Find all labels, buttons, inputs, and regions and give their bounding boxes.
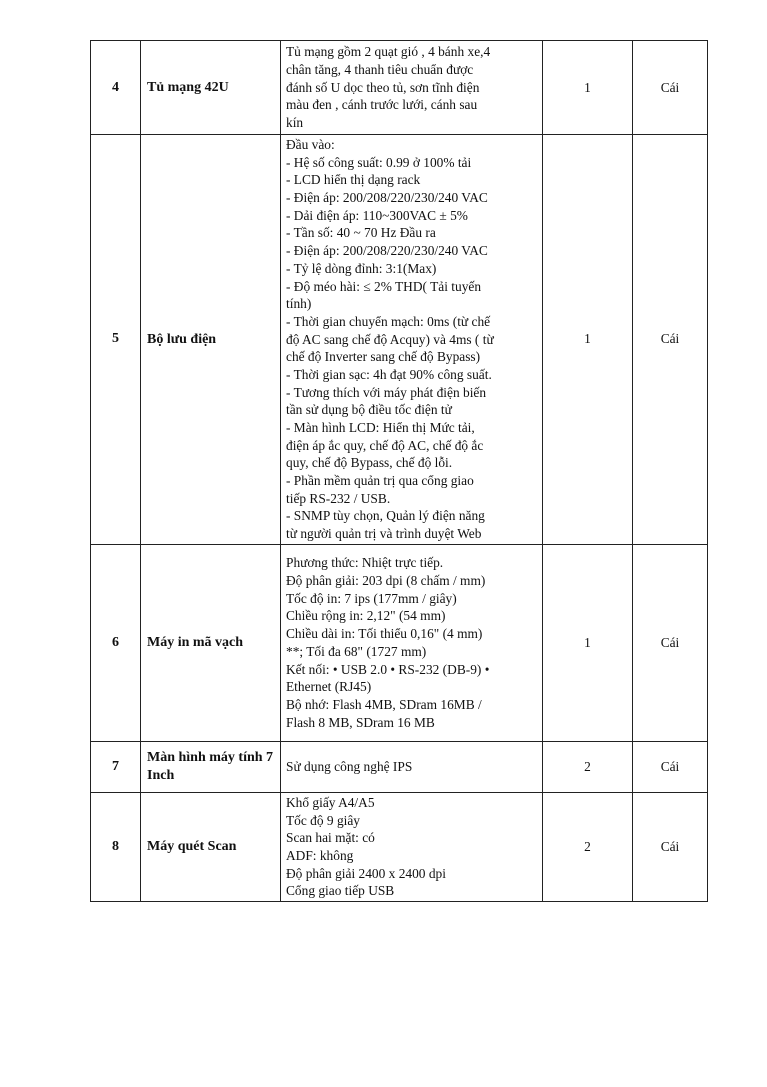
unit: Cái xyxy=(633,41,708,135)
spec-line: Đầu vào: xyxy=(286,137,335,152)
spec-line: - Thời gian sạc: 4h đạt 90% công suất. xyxy=(286,366,492,382)
spec-line: - Điện áp: 200/208/220/230/240 VAC xyxy=(286,190,488,206)
spec-line: Kết nối: • USB 2.0 • RS-232 (DB-9) • xyxy=(286,661,490,677)
spec-line: Flash 8 MB, SDram 16 MB xyxy=(286,714,435,730)
quantity: 1 xyxy=(543,135,633,545)
equipment-table xyxy=(90,40,708,902)
spec-line: Cổng giao tiếp USB xyxy=(286,883,395,899)
spec-line: Tốc độ in: 7 ips (177mm / giây) xyxy=(286,590,457,606)
row-number: 7 xyxy=(91,741,141,792)
equipment-spec xyxy=(281,41,543,135)
table-row xyxy=(91,41,708,135)
unit: Cái xyxy=(633,544,708,741)
spec-line: - LCD hiển thị dạng rack xyxy=(286,172,421,188)
spec-line: từ người quản trị và trình duyệt Web xyxy=(286,526,482,542)
equipment-spec xyxy=(281,792,543,901)
quantity: 2 xyxy=(543,792,633,901)
spec-line: độ AC sang chế độ Acquy) và 4ms ( từ xyxy=(286,331,494,347)
unit: Cái xyxy=(633,792,708,901)
spec-line: - Điện áp: 200/208/220/230/240 VAC xyxy=(286,243,488,259)
equipment-spec xyxy=(281,544,543,741)
spec-line: Bộ nhớ: Flash 4MB, SDram 16MB / xyxy=(286,696,482,712)
spec-line: ADF: không xyxy=(286,847,354,863)
equipment-name: Tủ mạng 42U xyxy=(141,41,281,135)
spec-line: tiếp RS-232 / USB. xyxy=(286,490,391,506)
equipment-name: Máy in mã vạch xyxy=(141,544,281,741)
spec-line: đánh số U dọc theo tủ, sơn tĩnh điện xyxy=(286,79,480,95)
spec-line: Độ phân giải: 203 dpi (8 chấm / mm) xyxy=(286,573,486,589)
quantity: 2 xyxy=(543,741,633,792)
unit: Cái xyxy=(633,135,708,545)
equipment-name: Màn hình máy tính 7 Inch xyxy=(141,741,281,792)
spec-line: Phương thức: Nhiệt trực tiếp. xyxy=(286,555,444,571)
spec-line: - Độ méo hài: ≤ 2% THD( Tải tuyến xyxy=(286,278,482,294)
spec-line: chế độ Inverter sang chế độ Bypass) xyxy=(286,349,481,365)
spec-line: điện áp ắc quy, chế độ AC, chế độ ắc xyxy=(286,437,484,453)
table-row xyxy=(91,135,708,545)
quantity: 1 xyxy=(543,41,633,135)
spec-line: Sử dụng công nghệ IPS xyxy=(286,758,413,774)
row-number: 5 xyxy=(91,135,141,545)
row-number: 4 xyxy=(91,41,141,135)
spec-line: - Dải điện áp: 110~300VAC ± 5% xyxy=(286,207,468,223)
table-row xyxy=(91,792,708,901)
spec-line: Tốc độ 9 giây xyxy=(286,812,361,828)
spec-line: - Phần mềm quản trị qua cổng giao xyxy=(286,473,474,489)
table-row xyxy=(91,741,708,792)
equipment-name: Bộ lưu điện xyxy=(141,135,281,545)
spec-line: - Tương thích với máy phát điện biến xyxy=(286,384,487,400)
quantity: 1 xyxy=(543,544,633,741)
spec-line: tính) xyxy=(286,296,312,312)
spec-line: - Tỷ lệ dòng đỉnh: 3:1(Max) xyxy=(286,260,437,276)
spec-line: quy, chế độ Bypass, chế độ lỗi. xyxy=(286,455,453,471)
spec-line: **; Tối đa 68" (1727 mm) xyxy=(286,643,427,659)
spec-line: Độ phân giải 2400 x 2400 dpi xyxy=(286,865,446,881)
table-row xyxy=(91,544,708,741)
row-number: 8 xyxy=(91,792,141,901)
spec-line: - Tần số: 40 ~ 70 Hz Đầu ra xyxy=(286,225,436,241)
spec-line: Ethernet (RJ45) xyxy=(286,679,372,695)
equipment-spec xyxy=(281,741,543,792)
table-body xyxy=(91,41,708,902)
unit: Cái xyxy=(633,741,708,792)
spec-line: - Màn hình LCD: Hiển thị Mức tải, xyxy=(286,420,475,435)
equipment-name: Máy quét Scan xyxy=(141,792,281,901)
spec-line: - SNMP tùy chọn, Quản lý điện năng xyxy=(286,508,485,524)
spec-line: Tủ mạng gồm 2 quạt gió , 4 bánh xe,4 xyxy=(286,44,491,60)
spec-line: Chiều dài in: Tối thiểu 0,16" (4 mm) xyxy=(286,626,483,642)
spec-line: Chiều rộng in: 2,12" (54 mm) xyxy=(286,608,446,624)
spec-line: - Hệ số công suất: 0.99 ở 100% tải xyxy=(286,154,472,170)
equipment-spec xyxy=(281,135,543,545)
spec-line: kín xyxy=(286,115,304,131)
spec-line: màu đen , cánh trước lưới, cánh sau xyxy=(286,97,478,113)
spec-line: Scan hai mặt: có xyxy=(286,830,375,846)
row-number: 6 xyxy=(91,544,141,741)
spec-line: chân tăng, 4 thanh tiêu chuẩn được xyxy=(286,61,474,77)
spec-line: - Thời gian chuyển mạch: 0ms (từ chế xyxy=(286,313,491,329)
spec-line: tần sử dụng bộ điều tốc điện tử xyxy=(286,402,452,418)
spec-line: Khổ giấy A4/A5 xyxy=(286,794,375,810)
